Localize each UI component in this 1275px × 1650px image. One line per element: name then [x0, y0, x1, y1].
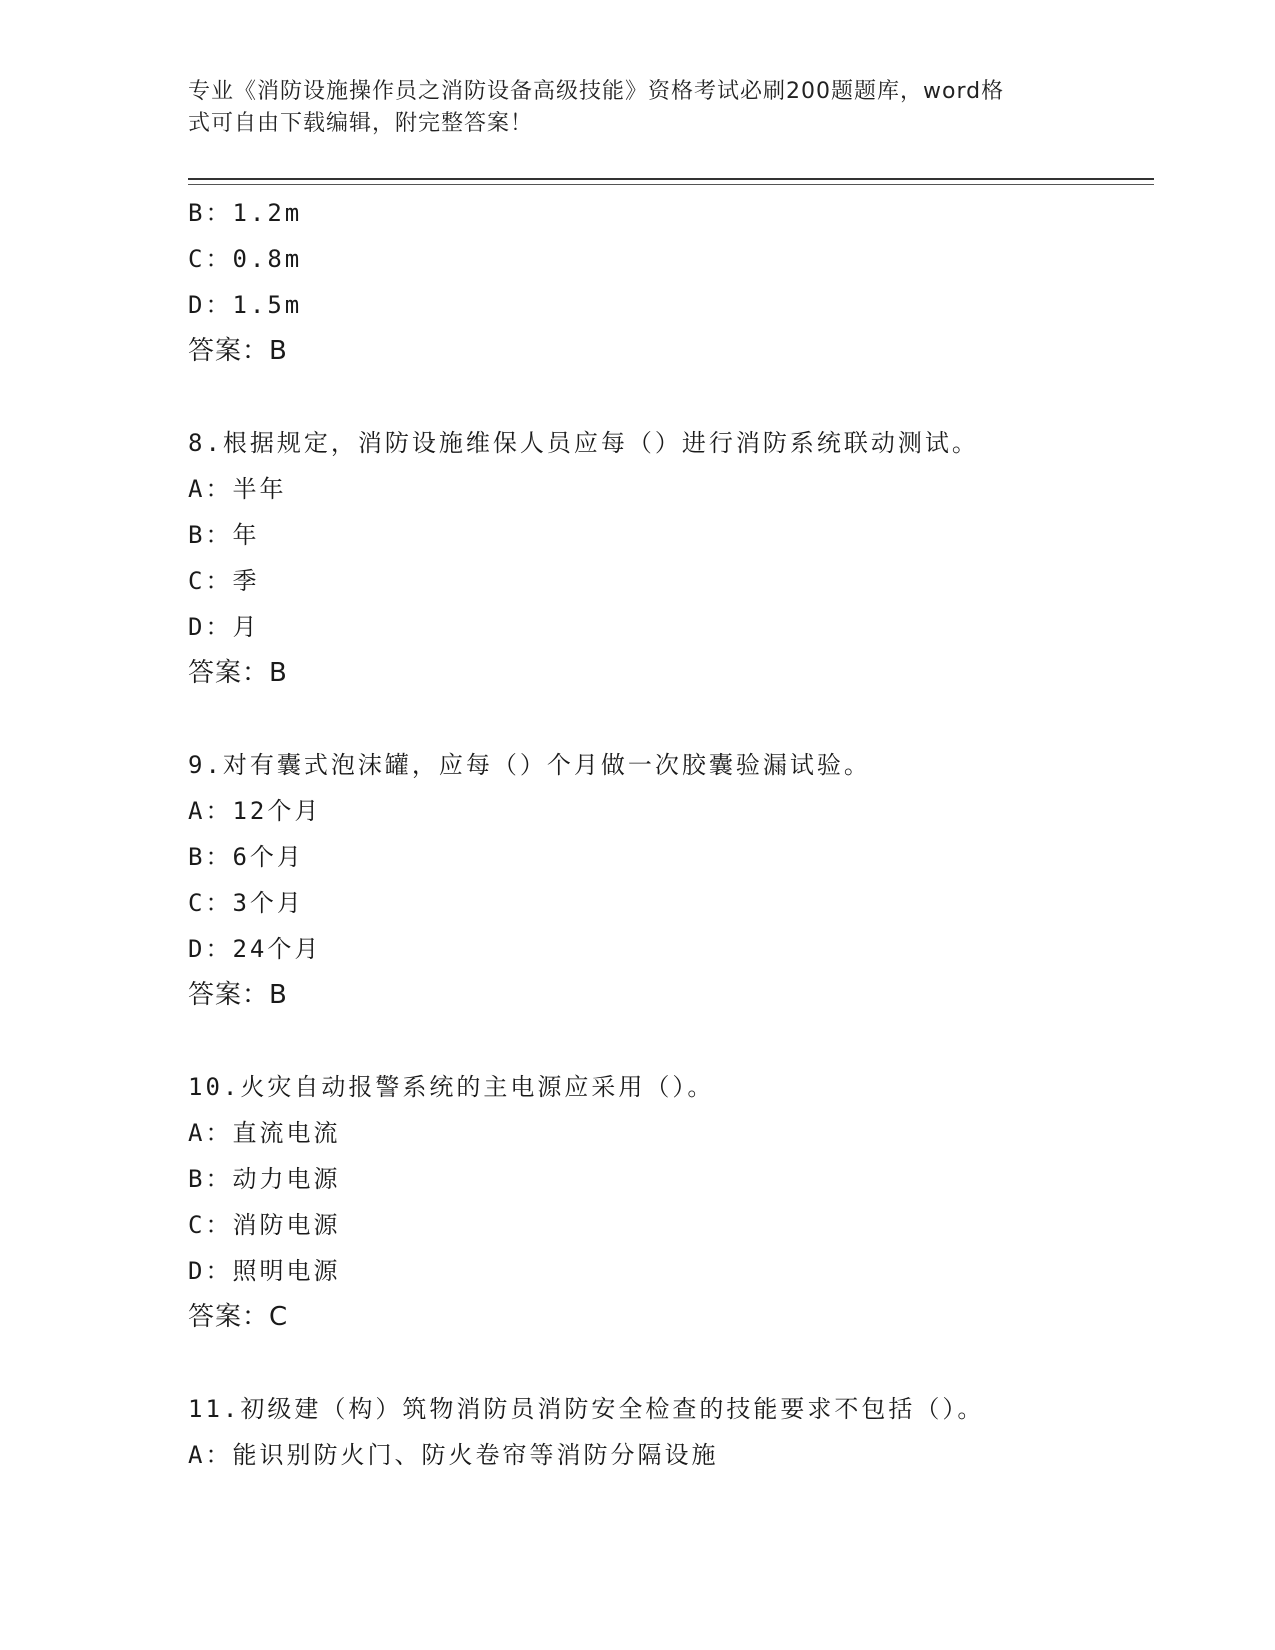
option-b: B：6个月	[188, 843, 304, 871]
question-text: 10.火灾自动报警系统的主电源应采用（）。	[188, 1073, 715, 1101]
option-d: D：月	[188, 613, 260, 641]
spacer	[188, 696, 1148, 742]
question-carry-over	[188, 190, 1148, 374]
option-a: A：半年	[188, 475, 287, 503]
option-c: C：消防电源	[188, 1211, 341, 1239]
option-d: D：24个月	[188, 935, 322, 963]
option-c: C：3个月	[188, 889, 304, 917]
spacer	[188, 1018, 1148, 1064]
header-divider-thick	[188, 178, 1154, 180]
question-list	[188, 190, 1148, 1478]
answer-line: 答案：C	[188, 1302, 289, 1332]
document-header	[188, 76, 1088, 140]
option-b: B：年	[188, 521, 260, 549]
option-d: D：照明电源	[188, 1257, 341, 1285]
answer-line: 答案：B	[188, 336, 288, 366]
question-text: 8.根据规定，消防设施维保人员应每（）进行消防系统联动测试。	[188, 429, 979, 457]
option-a: A：能识别防火门、防火卷帘等消防分隔设施	[188, 1441, 719, 1469]
question-text: 9.对有囊式泡沫罐，应每（）个月做一次胶囊验漏试验。	[188, 751, 871, 779]
answer-line: 答案：B	[188, 658, 288, 688]
question-text: 11.初级建（构）筑物消防员消防安全检查的技能要求不包括（）。	[188, 1395, 985, 1423]
spacer	[188, 374, 1148, 420]
option-b: B：1.2m	[188, 199, 303, 227]
option-c: C：0.8m	[188, 245, 303, 273]
option-c: C：季	[188, 567, 260, 595]
question-8	[188, 420, 1148, 696]
option-d: D：1.5m	[188, 291, 303, 319]
question-11	[188, 1386, 1148, 1478]
header-line-2: 式可自由下载编辑，附完整答案！	[188, 111, 534, 136]
question-10	[188, 1064, 1148, 1340]
spacer	[188, 1340, 1148, 1386]
question-9	[188, 742, 1148, 1018]
header-line-1: 专业《消防设施操作员之消防设备高级技能》资格考试必刷200题题库，word格	[188, 79, 1005, 104]
answer-line: 答案：B	[188, 980, 288, 1010]
header-divider-thin	[188, 184, 1154, 185]
option-a: A：12个月	[188, 797, 322, 825]
option-a: A：直流电流	[188, 1119, 341, 1147]
option-b: B：动力电源	[188, 1165, 341, 1193]
